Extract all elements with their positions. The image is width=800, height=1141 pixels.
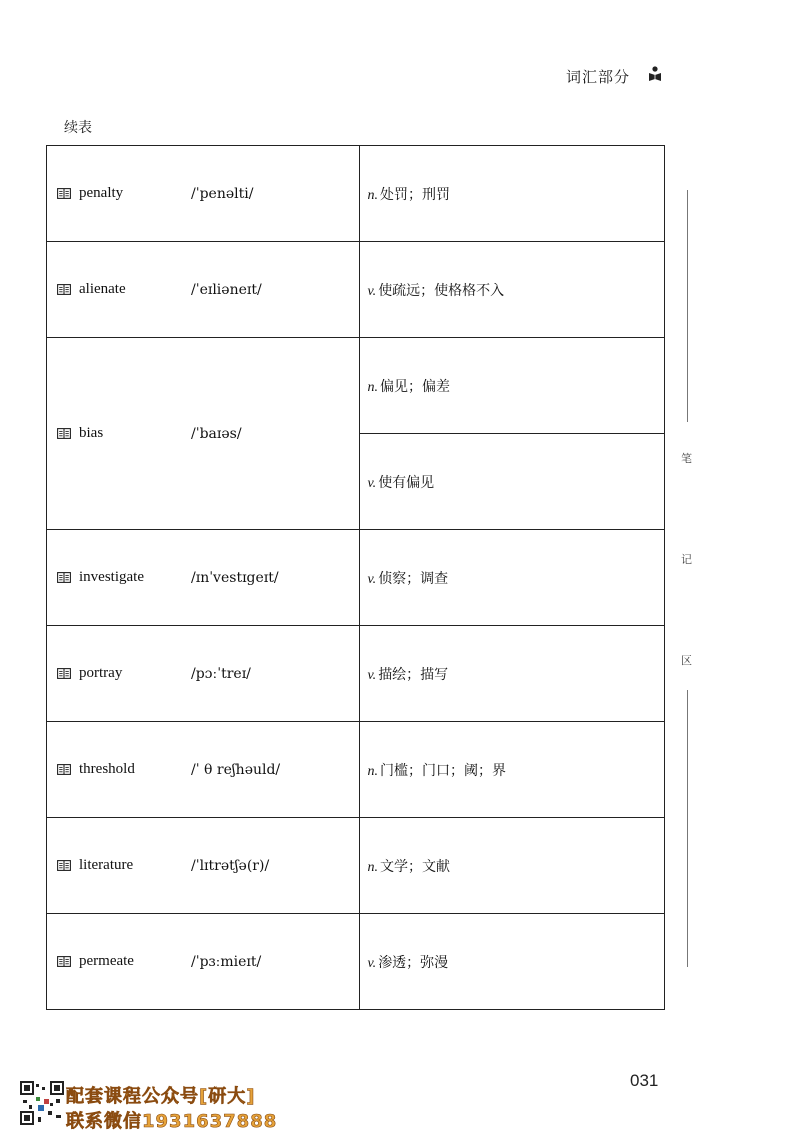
- table-row: [47, 722, 665, 818]
- word-cell: [47, 626, 360, 722]
- part-of-speech: v.: [367, 475, 377, 491]
- page-number: 031: [630, 1071, 659, 1090]
- word-cell: [47, 146, 360, 242]
- table-row: [47, 530, 665, 626]
- definition-text: 偏见；偏差: [380, 378, 450, 395]
- definition-cell: [359, 914, 665, 1010]
- notes-divider-bottom: [687, 690, 688, 967]
- word-cell: [47, 530, 360, 626]
- definition-cell: [359, 722, 665, 818]
- part-of-speech: n.: [367, 763, 378, 779]
- table-row: [47, 146, 665, 242]
- phonetic: /pɔːˈtreɪ/: [191, 665, 251, 682]
- table-row: [47, 914, 665, 1010]
- phonetic: /ˈ θ reʃhəuld/: [191, 761, 281, 778]
- definition-text: 描绘；描写: [378, 666, 449, 683]
- part-of-speech: v.: [367, 667, 377, 683]
- open-book-icon: [57, 284, 71, 295]
- open-book-icon: [57, 668, 71, 679]
- definition-cell: [359, 818, 665, 914]
- table-row: [47, 626, 665, 722]
- open-book-icon: [57, 764, 71, 775]
- headword: threshold: [79, 761, 135, 777]
- part-of-speech: n.: [367, 859, 378, 875]
- definition-cell: [359, 242, 665, 338]
- vocabulary-table: [46, 145, 665, 1010]
- word-cell: [47, 818, 360, 914]
- definition-text: 使有偏见: [378, 474, 435, 491]
- phonetic: /ˈbaɪəs/: [191, 425, 242, 442]
- open-book-icon: [57, 188, 71, 199]
- headword: bias: [79, 425, 104, 441]
- headword: literature: [79, 857, 134, 873]
- part-of-speech: v.: [367, 955, 377, 971]
- part-of-speech: v.: [367, 571, 377, 587]
- notes-area-label-3: 区: [681, 654, 692, 667]
- open-book-icon: [57, 428, 71, 439]
- headword: investigate: [79, 569, 144, 585]
- notes-area-label-1: 笔: [681, 452, 692, 465]
- promo-line-2: 联系微信1931637888: [66, 1111, 278, 1132]
- definition-cell: [359, 434, 665, 530]
- definition-cell: [359, 626, 665, 722]
- word-cell: [47, 722, 360, 818]
- part-of-speech: v.: [367, 283, 377, 299]
- headword: alienate: [79, 281, 126, 297]
- definition-cell: [359, 146, 665, 242]
- definition-cell: [359, 530, 665, 626]
- phonetic: /ˈeɪliəneɪt/: [191, 281, 262, 298]
- qr-code-icon: [20, 1081, 64, 1125]
- open-book-icon: [57, 860, 71, 871]
- definition-cell: [359, 338, 665, 434]
- definition-text: 渗透；弥漫: [378, 954, 449, 971]
- open-book-icon: [57, 956, 71, 967]
- continued-label: 续表: [64, 120, 92, 136]
- notes-area-label-2: 记: [681, 553, 692, 566]
- table-row: [47, 242, 665, 338]
- notes-divider-top: [687, 190, 688, 422]
- phonetic: /ˈpɜːmieɪt/: [191, 953, 262, 970]
- open-book-icon: [57, 572, 71, 583]
- definition-text: 侦察；调查: [378, 570, 449, 587]
- part-of-speech: n.: [367, 379, 378, 395]
- word-cell: [47, 914, 360, 1010]
- definition-text: 文学；文献: [380, 858, 450, 875]
- promo-line-1: 配套课程公众号[研大]: [66, 1086, 256, 1107]
- headword: penalty: [79, 185, 124, 201]
- word-cell: [47, 338, 360, 530]
- headword: permeate: [79, 953, 134, 969]
- book-person-icon: [648, 66, 662, 82]
- header-title: 词汇部分: [566, 68, 631, 86]
- table-row: [47, 818, 665, 914]
- definition-text: 处罚；刑罚: [380, 186, 450, 203]
- phonetic: /ɪnˈvestɪgeɪt/: [191, 569, 279, 586]
- definition-text: 门槛；门口；阈；界: [380, 762, 506, 779]
- phonetic: /ˈpenəlti/: [191, 185, 254, 202]
- part-of-speech: n.: [367, 187, 378, 203]
- word-cell: [47, 242, 360, 338]
- table-row: [47, 338, 665, 434]
- phonetic: /ˈlɪtrətʃə(r)/: [191, 857, 270, 874]
- headword: portray: [79, 665, 123, 681]
- definition-text: 使疏远；使格格不入: [378, 282, 505, 299]
